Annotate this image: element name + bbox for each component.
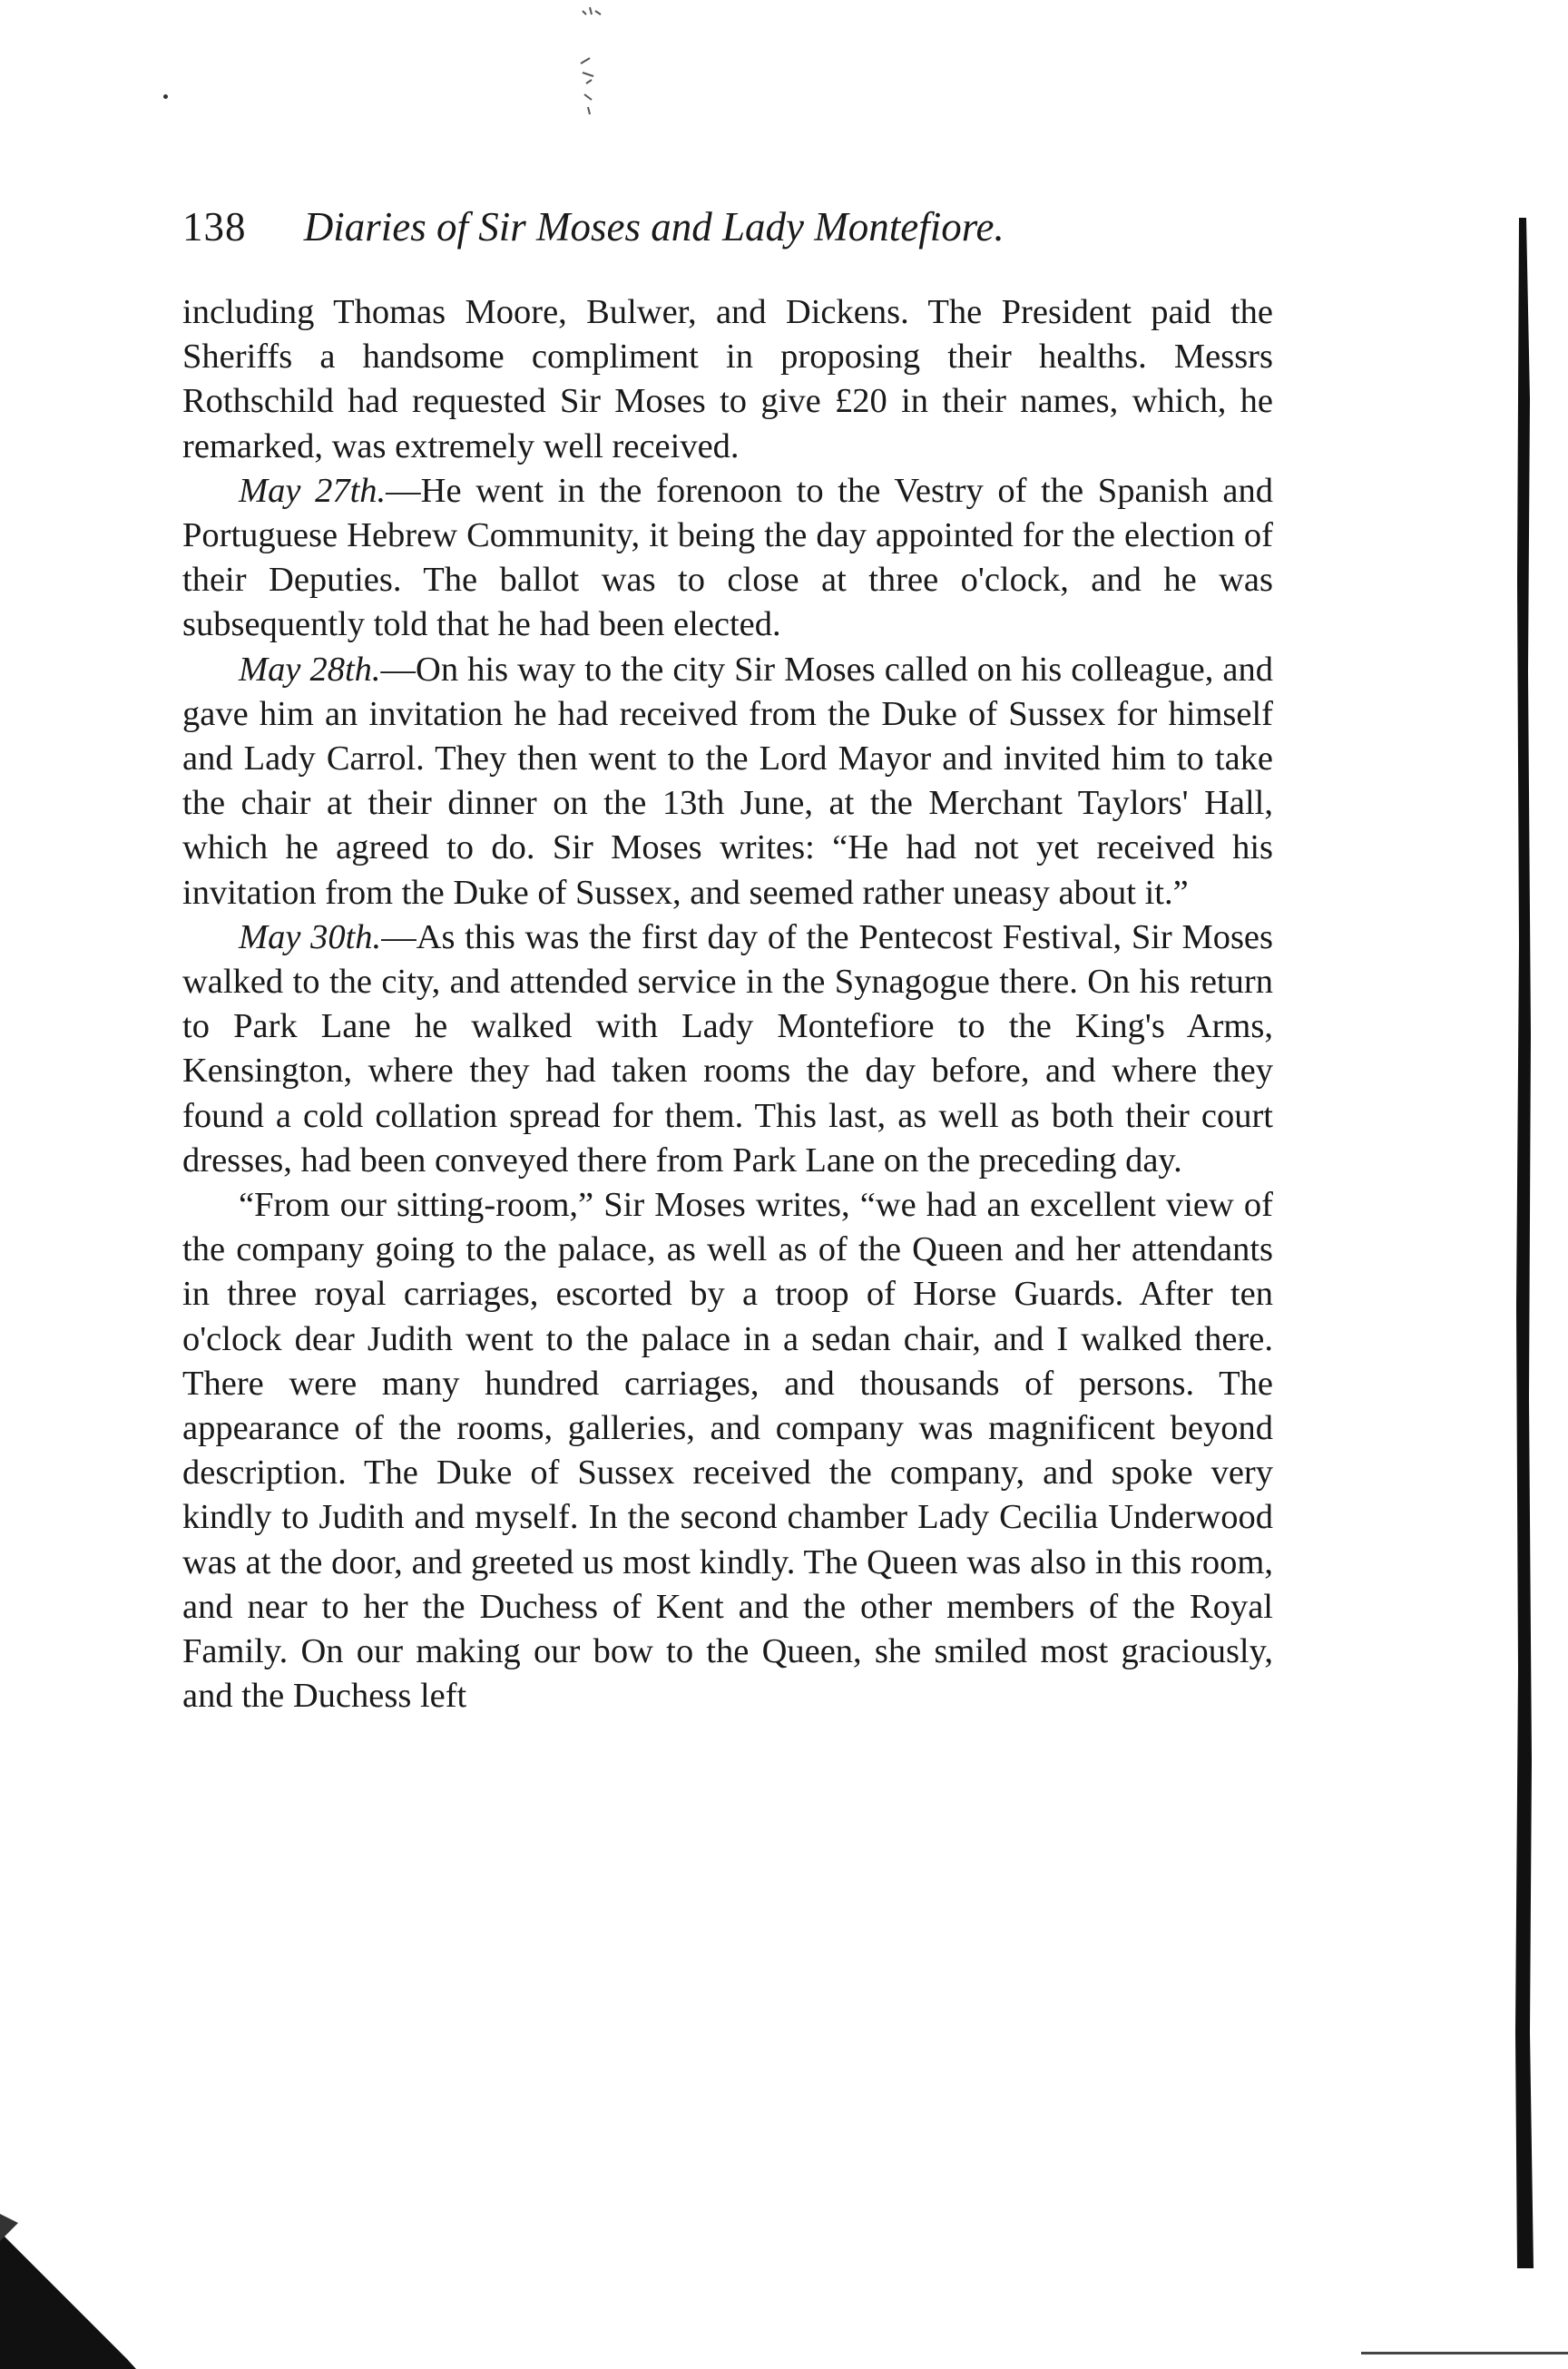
bottom-edge-line — [1361, 2352, 1568, 2354]
entry-date-may-27: May 27th. — [239, 471, 387, 510]
entry-date-may-30: May 30th. — [239, 917, 382, 956]
paragraph-may-28-text: —On his way to the city Sir Moses called on his colleague, and gave him an invitation he had received from the Duke of Sussex for himself and Lady Carrol. They then went to the Lord Mayor and invited him to take the chair at their dinner on the 13th June, at the Merchant Taylors' Hall, which he agreed to do. Sir Moses writes: “He had not yet received his invitation from the Duke of Sussex, and seemed rather uneasy about it.” — [182, 650, 1273, 912]
paragraph-quote-text: “From our sitting-room,” Sir Moses writes, “we had an excellent view of the company going to the palace, as well as of the Queen and her attendants in three royal carriages, escorted by a troop of Horse Guards. After ten o'clock dear Judith went to the palace in a sedan chair, and I walked there. There were many hundred carriages, and thousands of persons. The appearance of the rooms, galleries, and company was magnificent beyond description. The Duke of Sussex received the company, and spoke very kindly to Judith and myself. In the second chamber Lady Cecilia Underwood was at the door, and greeted us most kindly. The Queen was also in this room, and near to her the Duchess of Kent and the other members of the Royal Family. On our making our bow to the Queen, she smiled most graciously, and the Duchess left — [182, 1186, 1273, 1716]
page-edge-shadow — [1506, 218, 1543, 2268]
paragraph-quote — [182, 1183, 1273, 1718]
body-text — [182, 290, 1273, 1719]
paragraph-may-30 — [182, 915, 1273, 1183]
paragraph-may-27 — [182, 469, 1273, 648]
running-title: Diaries of Sir Moses and Lady Montefiore. — [303, 204, 1004, 250]
paragraph-1-text: including Thomas Moore, Bulwer, and Dickens. The President paid the Sheriffs a handsome compliment in proposing their healths. Messrs Rothschild had requested Sir Moses to give £20 in their names, which, he remarked, was extremely well received. — [182, 293, 1273, 465]
paragraph-1 — [182, 290, 1273, 469]
page-number: 138 — [182, 204, 247, 250]
corner-smudge — [0, 2214, 136, 2369]
running-header — [182, 200, 1271, 254]
entry-date-may-28: May 28th. — [239, 650, 381, 689]
paragraph-may-30-text: —As this was the first day of the Pentecost Festival, Sir Moses walked to the city, and attended service in the Synagogue there. On his return to Park Lane he walked with Lady Montefiore to the King's Arms, Kensington, where they had taken rooms the day before, and where they found a cold collation spread for them. This last, as well as both their court dresses, had been conveyed there from Park Lane on the preceding day. — [182, 917, 1273, 1180]
stray-dot — [163, 94, 168, 99]
top-ink-marks — [563, 0, 617, 136]
paragraph-may-28 — [182, 648, 1273, 915]
paragraph-may-27-text: —He went in the forenoon to the Vestry of the Spanish and Portuguese Hebrew Community, it being the day appointed for the election of their Deputies. The ballot was to close at three o'clock, and he was subsequently told that he had been elected. — [182, 471, 1273, 644]
